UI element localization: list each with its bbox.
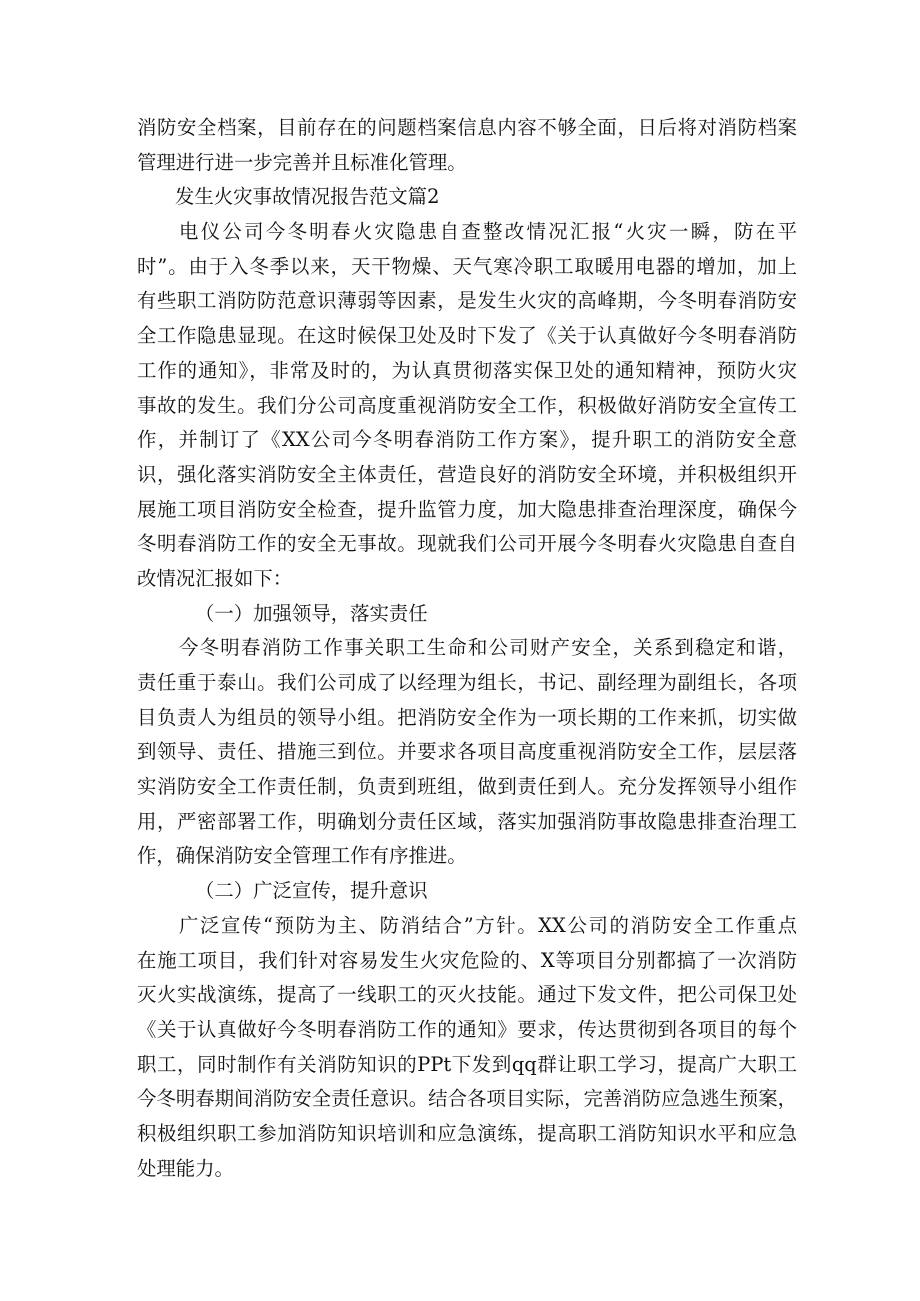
body-line: 今冬明春期间消防安全责任意识。结合各项目实际，完善消防应急逃生预案， [137, 1087, 797, 1111]
body-line: 在施工项目，我们针对容易发生火灾危险的、X等项目分别都搞了一次消防 [137, 948, 797, 972]
subsection-heading: （一）加强领导，落实责任 [195, 601, 428, 625]
body-line: 电仪公司今冬明春火灾隐患自查整改情况汇报“火灾一瞬，防在平 [179, 220, 797, 244]
body-line: 用，严密部署工作，明确划分责任区域，落实加强消防事故隐患排查治理工 [137, 809, 797, 833]
body-line: 作，并制订了《XX公司今冬明春消防工作方案》，提升职工的消防安全意 [137, 428, 797, 452]
body-line: 有些职工消防防范意识薄弱等因素，是发生火灾的高峰期，今冬明春消防安 [137, 289, 797, 313]
body-line: 时”。由于入冬季以来，天干物燥、天气寒冷职工取暖用电器的增加，加上 [137, 254, 797, 278]
body-line: 今冬明春消防工作事关职工生命和公司财产安全，关系到稳定和谐， [179, 636, 797, 660]
body-line: 责任重于泰山。我们公司成了以经理为组长，书记、副经理为副组长，各项 [137, 671, 797, 694]
body-line: 积极组织职工参加消防知识培训和应急演练，提高职工消防知识水平和应急 [137, 1121, 797, 1145]
body-line: 到领导、责任、措施三到位。并要求各项目高度重视消防安全工作，层层落 [137, 740, 797, 764]
body-line: 工作的通知》，非常及时的，为认真贯彻落实保卫处的通知精神，预防火灾 [137, 358, 797, 382]
body-line: 展施工项目消防安全检查，提升监管力度，加大隐患排查治理深度，确保今 [137, 497, 797, 521]
body-line: 事故的发生。我们分公司高度重视消防安全工作，积极做好消防安全宣传工 [137, 393, 797, 417]
body-line: 冬明春消防工作的安全无事故。现就我们公司开展今冬明春火灾隐患自查自 [137, 532, 797, 556]
body-line: 职工，同时制作有关消防知识的PPt下发到qq群让职工学习，提高广大职工 [137, 1052, 797, 1076]
body-line: 实消防安全工作责任制，负责到班组，做到责任到人。充分发挥领导小组作 [137, 775, 797, 799]
body-line: 处理能力。 [137, 1156, 234, 1180]
body-line: 管理进行进一步完善并且标准化管理。 [137, 150, 467, 174]
body-line: 改情况汇报如下： [137, 566, 293, 590]
subsection-heading: （二）广泛宣传，提升意识 [195, 879, 428, 903]
body-line: 目负责人为组员的领导小组。把消防安全作为一项长期的工作来抓，切实做 [137, 705, 797, 729]
body-line: 广泛宣传“预防为主、防消结合”方针。XX公司的消防安全工作重点 [179, 913, 797, 937]
body-line: 灭火实战演练，提高了一线职工的灭火技能。通过下发文件，把公司保卫处 [137, 983, 797, 1007]
body-line: 作，确保消防安全管理工作有序推进。 [137, 844, 467, 868]
body-line: 识，强化落实消防安全主体责任，营造良好的消防安全环境，并积极组织开 [137, 462, 797, 486]
section-title: 发生火灾事故情况报告范文篇2 [175, 185, 440, 209]
body-line: 消防安全档案，目前存在的问题档案信息内容不够全面，日后将对消防档案 [137, 116, 797, 139]
body-line: 全工作隐患显现。在这时候保卫处及时下发了《关于认真做好今冬明春消防 [137, 324, 797, 348]
body-line: 《关于认真做好今冬明春消防工作的通知》要求，传达贯彻到各项目的每个 [137, 1017, 797, 1041]
document-body [137, 111, 797, 1186]
